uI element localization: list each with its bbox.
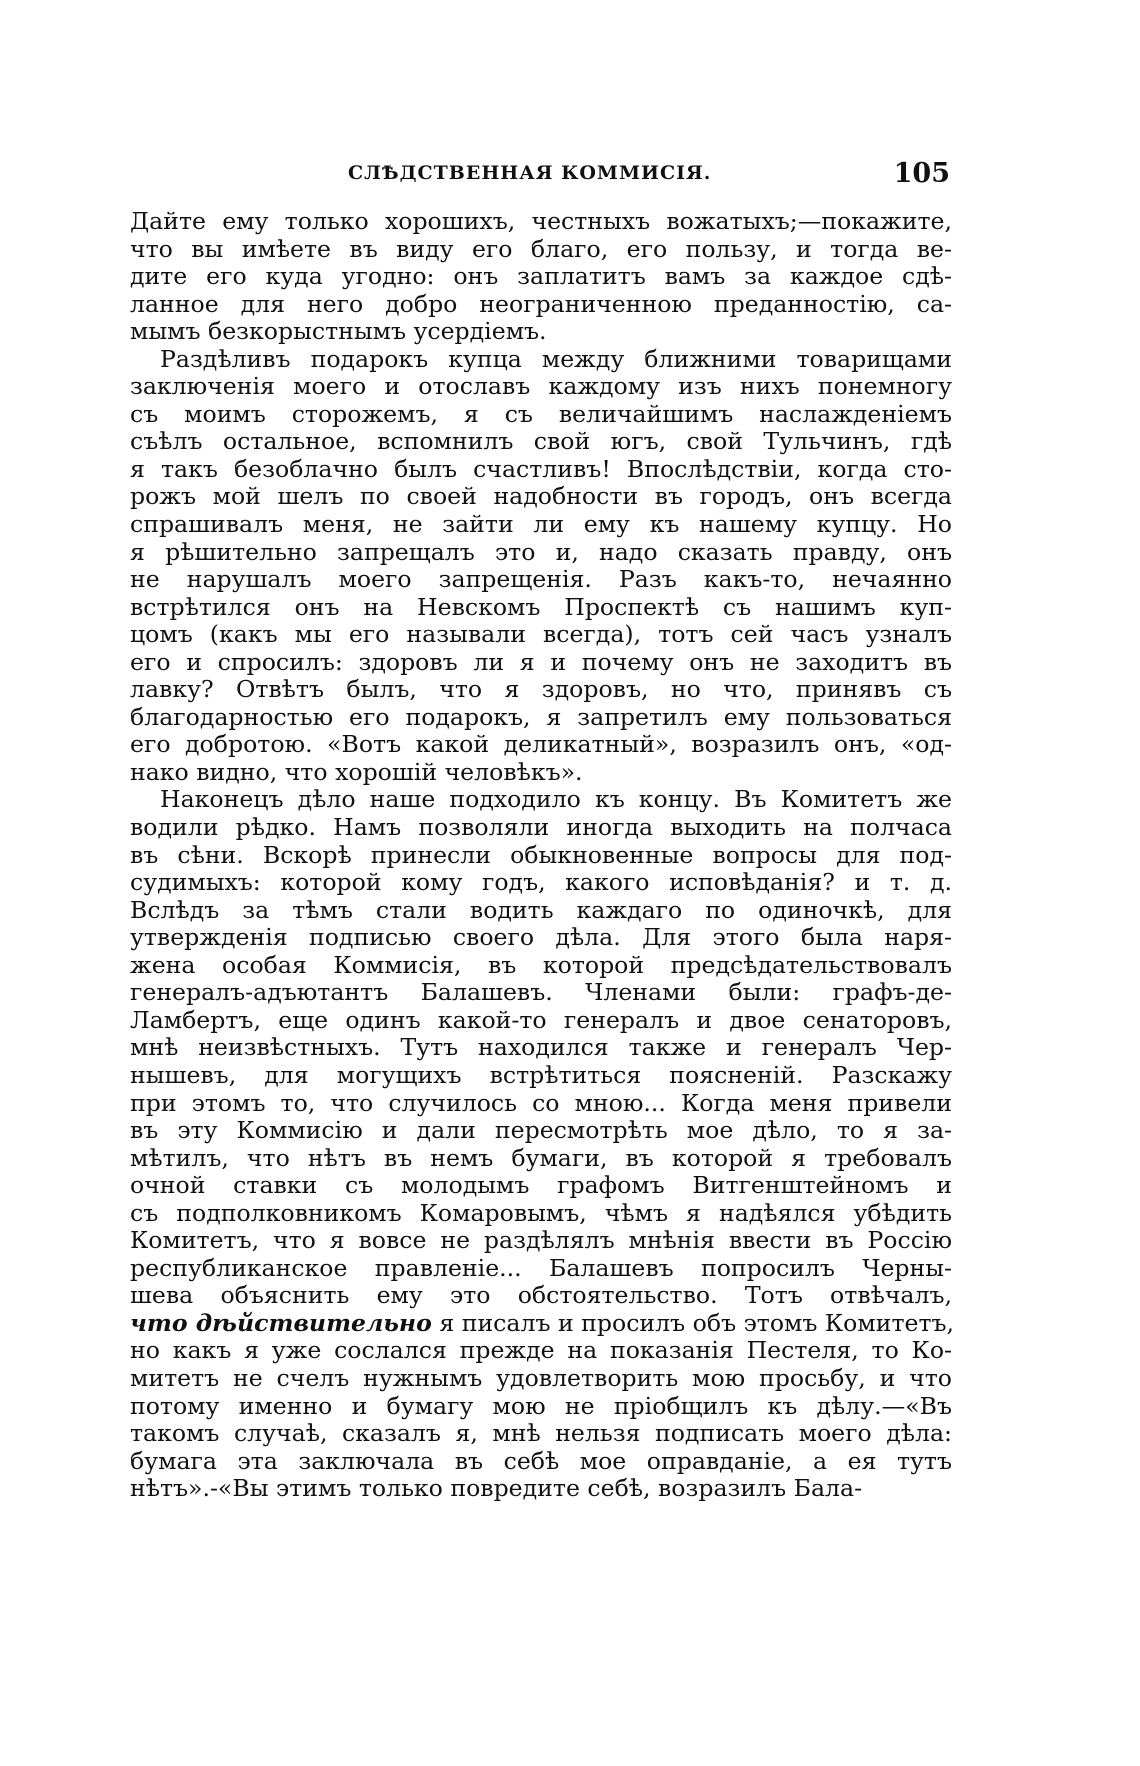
text-line: съ моимъ сторожемъ, я съ величайшимъ наслажденіемъ <box>130 399 952 428</box>
text-line: Вслѣдъ за тѣмъ стали водить каждаго по одиночкѣ, для <box>130 895 952 924</box>
paragraph <box>130 346 952 787</box>
text-line: Раздѣливъ подарокъ купца между ближними товарищами <box>160 344 952 373</box>
text-line: встрѣтился онъ на Невскомъ Проспектѣ съ нашимъ куп- <box>130 592 952 621</box>
text-line: судимыхъ: которой кому годъ, какого исповѣданія? и т. д. <box>130 868 952 897</box>
text-line: рожъ мой шелъ по своей надобности въ городъ, онъ всегда <box>130 482 952 511</box>
text-line: заключенія моего и отославъ каждому изъ нихъ понемногу <box>130 372 952 401</box>
text-line: лавку? Отвѣтъ былъ, что я здоровъ, но что, принявъ съ <box>130 675 952 704</box>
text-line: Ламбертъ, еще одинъ какой-то генералъ и двое сенаторовъ, <box>130 1005 952 1034</box>
text-line: жена особая Коммисія, въ которой предсѣдательствовалъ <box>130 950 952 979</box>
text-line: но какъ я уже сослался прежде на показанія Пестеля, то Ко- <box>130 1336 952 1365</box>
running-title: СЛѢДСТВЕННАЯ КОММИСІЯ. <box>348 162 712 184</box>
text-line: съ подполковникомъ Комаровымъ, чѣмъ я надѣялся убѣдить <box>130 1198 952 1227</box>
text-line: генералъ-адъютантъ Балашевъ. Членами были: графъ-де- <box>130 978 952 1007</box>
text-line: республиканское правленіе... Балашевъ попросилъ Черны- <box>130 1253 952 1282</box>
text-line: нышевъ, для могущихъ встрѣтиться поясненій. Разскажу <box>130 1060 952 1089</box>
text-line: такомъ случаѣ, сказалъ я, мнѣ нельзя подписать моего дѣла: <box>130 1419 952 1448</box>
paragraph <box>130 785 955 1503</box>
text-line: мнѣ неизвѣстныхъ. Тутъ находился также и генералъ Чер- <box>130 1033 952 1062</box>
page-number: 105 <box>893 158 950 189</box>
text-line: потому именно и бумагу мою не пріобщилъ къ дѣлу.—«Въ <box>130 1391 952 1420</box>
text-line: митетъ не счелъ нужнымъ удовлетворить мою просьбу, и что <box>130 1363 952 1392</box>
text-line: ланное для него добро неограниченною преданностію, са- <box>130 289 952 318</box>
text-line: нако видно, что хорошій человѣкъ». <box>130 757 583 786</box>
page-header <box>130 158 950 198</box>
text-line: при этомъ то, что случилось со мною... Когда меня привели <box>130 1088 952 1117</box>
text-line: въ сѣни. Вскорѣ принесли обыкновенные вопросы для под- <box>130 840 952 869</box>
text-line: нѣтъ».-«Вы этимъ только повредите себѣ, возразилъ Бала- <box>130 1474 863 1503</box>
text-line: Наконецъ дѣло наше подходило къ концу. Въ Комитетъ же <box>160 785 952 814</box>
text-line: его добротою. «Вотъ какой деликатный», возразилъ онъ, «од- <box>130 730 952 759</box>
text-line: бумага эта заключала въ себѣ мое оправданіе, а ея тутъ <box>130 1446 952 1475</box>
text-line: спрашивалъ меня, не зайти ли ему къ нашему купцу. Но <box>130 510 952 539</box>
text-line: что дѣйствительно я писалъ и просилъ объ этомъ Комитетъ, <box>130 1308 955 1337</box>
text-line: дите его куда угодно: онъ заплатитъ вамъ за каждое сдѣ- <box>130 262 952 291</box>
text-line: что вы имѣете въ виду его благо, его пользу, и тогда ве- <box>130 234 952 263</box>
text-line: мѣтилъ, что нѣтъ въ немъ бумаги, въ которой я требовалъ <box>130 1143 952 1172</box>
text-line: благодарностью его подарокъ, я запретилъ ему пользоваться <box>130 702 952 731</box>
text-line: утвержденія подписью своего дѣла. Для этого была наря- <box>130 923 952 952</box>
text-line: Комитетъ, что я вовсе не раздѣлялъ мнѣнія ввести въ Россію <box>130 1226 952 1255</box>
text-line: я такъ безоблачно былъ счастливъ! Впослѣдствіи, когда сто- <box>130 454 952 483</box>
body-text <box>130 207 955 1503</box>
text-line: водили рѣдко. Намъ позволяли иногда выходить на полчаса <box>130 813 952 842</box>
text-line: съѣлъ остальное, вспомнилъ свой югъ, свой Тульчинъ, гдѣ <box>130 427 952 456</box>
text-line: я рѣшительно запрещалъ это и, надо сказать правду, онъ <box>130 537 952 566</box>
paragraph <box>130 208 952 346</box>
text-line: Дайте ему только хорошихъ, честныхъ вожатыхъ;—покажите, <box>130 207 952 235</box>
text-line: не нарушалъ моего запрещенія. Разъ какъ-то, нечаянно <box>130 565 952 594</box>
text-line: мымъ безкорыстнымъ усердіемъ. <box>130 317 547 346</box>
text-line: очной ставки съ молодымъ графомъ Витгенштейномъ и <box>130 1171 952 1200</box>
text-line: въ эту Коммисію и дали пересмотрѣть мое дѣло, то я за- <box>130 1116 952 1145</box>
text-line: цомъ (какъ мы его называли всегда), тотъ сей часъ узналъ <box>130 620 952 649</box>
text-line: шева объяснить ему это обстоятельство. Тотъ отвѣчалъ, <box>130 1281 952 1310</box>
text-line: его и спросилъ: здоровъ ли я и почему онъ не заходитъ въ <box>130 647 952 676</box>
